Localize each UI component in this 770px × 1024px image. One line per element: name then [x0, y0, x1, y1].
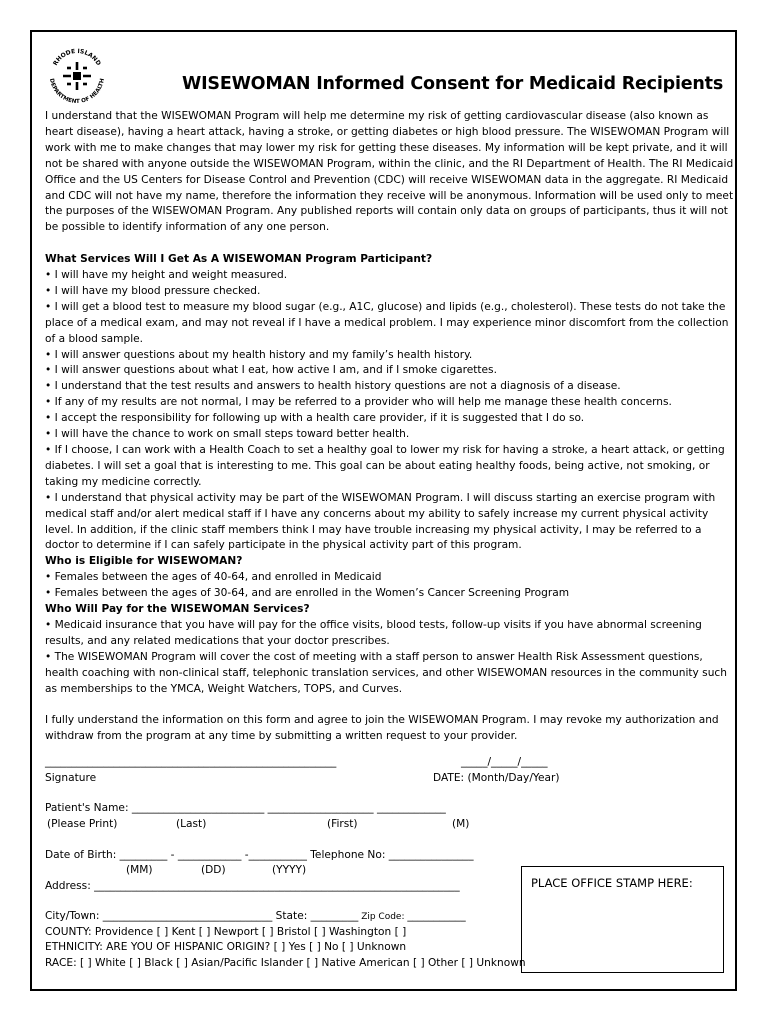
- pay-item: • Medicaid insurance that you have will pay for the office visits, blood tests, follow-up visits if you have abnormal screening results, and any related medications that your doctor prescribes.: [45, 618, 702, 647]
- service-item: • I will get a blood test to measure my blood sugar (e.g., A1C, glucose) and lipids (e.g., cholesterol). These tests do not take the place of a medical exam, and may not reveal if I have a medical problem. I may experience minor discomfort from the collection of a blood sample.: [45, 300, 729, 345]
- pay-heading: Who Will Pay for the WISEWOMAN Services?: [45, 603, 310, 616]
- eligible-heading: Who is Eligible for WISEWOMAN?: [45, 555, 243, 568]
- service-item: • If any of my results are not normal, I may be referred to a provider who will help me manage these health concerns.: [45, 396, 672, 409]
- day-label: (DD): [201, 864, 226, 876]
- date-label: DATE: (Month/Day/Year): [433, 772, 560, 784]
- last-name-label: (Last): [176, 818, 207, 830]
- service-item: • I understand that physical activity may be part of the WISEWOMAN Program. I will discuss starting an exercise program with medical staff and/or alert medical staff if I have any concerns about my ability to safely increase my current physical activity level. In addition, if the clinic staff members think I may have trouble increasing my physical activity, I may be referred to a doctor to determine if I can safely participate in the physical activity part of this program.: [45, 491, 716, 552]
- race-field[interactable]: RACE: [ ] White [ ] Black [ ] Asian/Pacific Islander [ ] Native American [ ] Other [ ] Unknown: [45, 957, 526, 969]
- please-print-label: (Please Print): [47, 818, 118, 830]
- service-item: • I understand that the test results and answers to health history questions are not a diagnosis of a disease.: [45, 380, 621, 393]
- svg-text:DEPARTMENT OF HEALTH: DEPARTMENT OF HEALTH: [48, 78, 106, 106]
- service-item: • I will answer questions about my health history and my family’s health history.: [45, 348, 473, 361]
- signature-line[interactable]: _______________________________________________________: [45, 756, 337, 768]
- county-field[interactable]: COUNTY: Providence [ ] Kent [ ] Newport [ ] Bristol [ ] Washington [ ]: [45, 926, 407, 938]
- first-name-label: (First): [327, 818, 358, 830]
- patient-name-field[interactable]: Patient's Name: _________________________ ____________________ _____________: [45, 802, 446, 814]
- service-item: • I will have my height and weight measured.: [45, 269, 288, 282]
- month-label: (MM): [126, 864, 153, 876]
- service-item: • I will have my blood pressure checked.: [45, 284, 261, 297]
- dob-telephone-field[interactable]: Date of Birth: _________ - ____________ -___________ Telephone No: ________________: [45, 849, 474, 861]
- office-stamp-box: [521, 866, 724, 973]
- intro-paragraph: I understand that the WISEWOMAN Program will help me determine my risk of getting cardiovascular disease (also known as heart disease), having a heart attack, having a stroke, or getting diabetes or high blood pressure. The WISEWOMAN Program will work with me to make changes that may lower my risk for getting these diseases. My information will be kept private, and it will not be shared with anyone outside the WISEWOMAN Program, within the clinic, and the RI Department of Health. The RI Medicaid Office and the US Centers for Disease Control and Prevention (CDC) will receive WISEWOMAN data in the aggregate. RI Medicaid and CDC will not have my name, therefore the information they receive will be anonymous. Information will be used only to meet the purposes of the WISEWOMAN Program. Any published reports will contain only data on groups of participants, thus it will not be possible to identify information of any one person.: [45, 110, 734, 234]
- stamp-label: PLACE OFFICE STAMP HERE:: [531, 876, 693, 890]
- signature-label: Signature: [45, 772, 97, 784]
- middle-initial-label: (M): [452, 818, 470, 830]
- svg-text:RHODE ISLAND: RHODE ISLAND: [51, 47, 103, 67]
- services-heading: What Services Will I Get As A WISEWOMAN Program Participant?: [45, 253, 433, 266]
- service-item: • If I choose, I can work with a Health Coach to set a healthy goal to lower my risk for having a stroke, a heart attack, or getting diabetes. I will set a goal that is interesting to me. This goal can be about eating healthy foods, being active, not smoking, or taking my medicine correctly.: [45, 444, 725, 488]
- ri-department-of-health-seal: [44, 43, 110, 109]
- eligible-item: • Females between the ages of 40-64, and enrolled in Medicaid: [45, 571, 382, 584]
- eligible-item: • Females between the ages of 30-64, and are enrolled in the Women’s Cancer Screening Program: [45, 587, 570, 600]
- service-item: • I will answer questions about what I eat, how active I am, and if I smoke cigarettes.: [45, 364, 497, 377]
- page-title: WISEWOMAN Informed Consent for Medicaid Recipients: [182, 74, 724, 94]
- year-label: (YYYY): [272, 864, 307, 876]
- consent-body: [45, 109, 735, 745]
- date-line[interactable]: _____/_____/_____: [461, 756, 548, 768]
- address-field[interactable]: Address: _____________________________________________________________________: [45, 880, 460, 892]
- service-item: • I accept the responsibility for following up with a health care provider, if it is suggested that I do so.: [45, 412, 585, 425]
- ethnicity-field[interactable]: ETHNICITY: ARE YOU OF HISPANIC ORIGIN? [ ] Yes [ ] No [ ] Unknown: [45, 941, 407, 953]
- service-item: • I will have the chance to work on small steps toward better health.: [45, 428, 410, 441]
- city-state-field[interactable]: City/Town: ________________________________ State: _________ Zip Code: ___________: [45, 910, 466, 922]
- agreement-paragraph: I fully understand the information on this form and agree to join the WISEWOMAN Program. I may revoke my authorization and withdraw from the program at any time by submitting a written request to your provider.: [45, 714, 719, 743]
- pay-item: • The WISEWOMAN Program will cover the cost of meeting with a staff person to answer Health Risk Assessment questions, health coaching with non-clinical staff, telephonic translation services, and other WISEWOMAN resources in the community such as memberships to the YMCA, Weight Watchers, TOPS, and Curves.: [45, 650, 727, 695]
